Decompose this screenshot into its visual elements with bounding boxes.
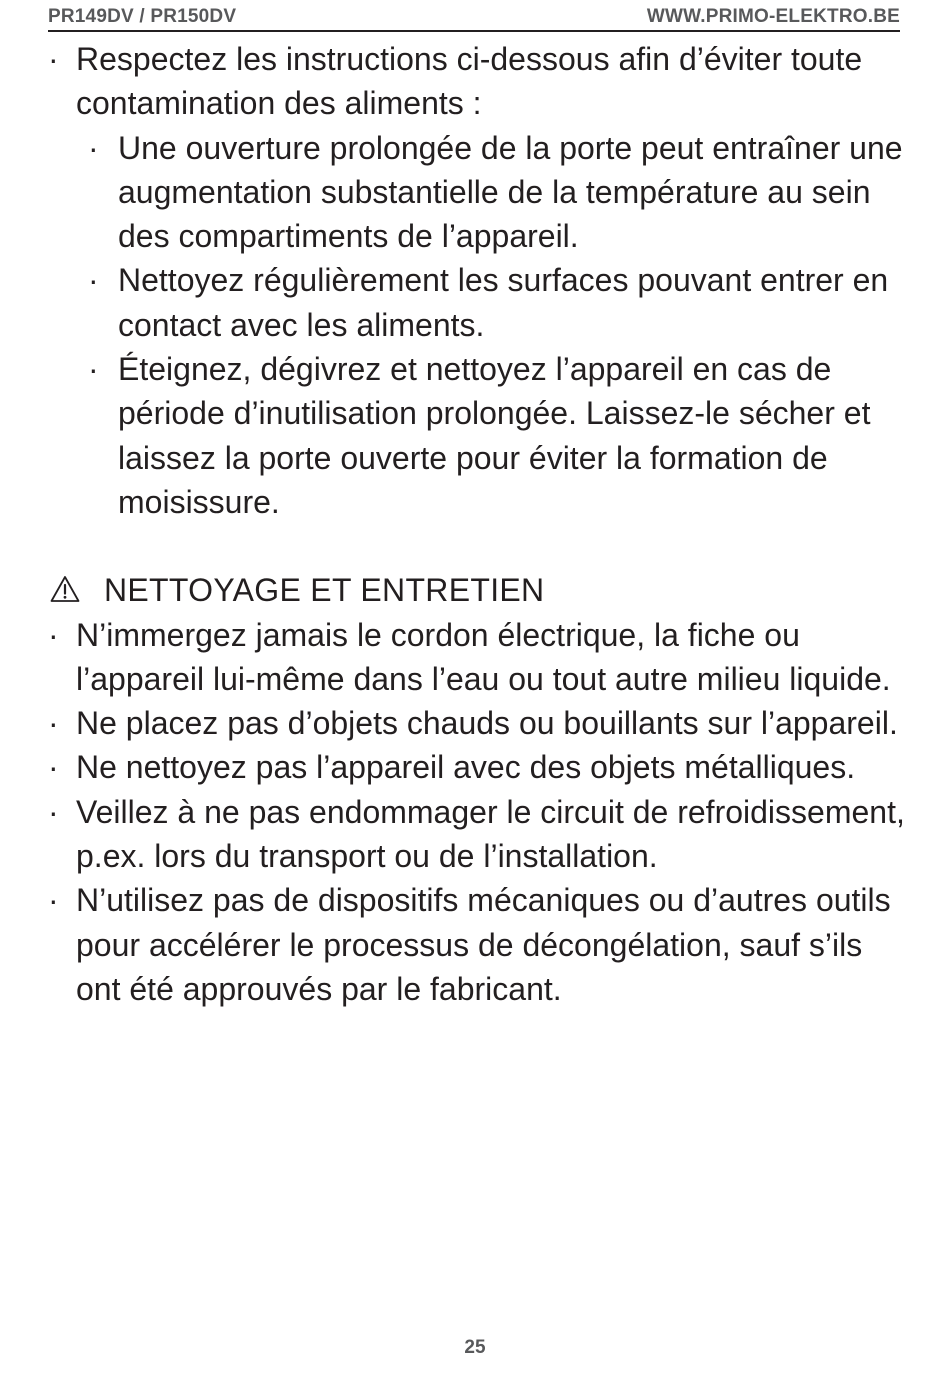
bullet: ·	[48, 882, 59, 919]
bullet: ·	[88, 262, 99, 299]
bullet: ·	[48, 749, 59, 786]
sub-list-item-text: Éteignez, dégivrez et nettoyez l’appareil en cas de période d’inutilisation prolongée. Laissez-le sécher et laissez la porte ouverte pour éviter la formation de moisissure.	[118, 351, 871, 520]
bullet: ·	[88, 129, 99, 166]
page-body	[48, 37, 908, 1011]
sub-list-item	[48, 258, 908, 347]
website-url: WWW.PRIMO-ELEKTRO.BE	[646, 6, 900, 27]
sub-list-item-text: Une ouverture prolongée de la porte peut entraîner une augmentation substantielle de la température au sein des compartiments de l’appareil.	[118, 129, 903, 255]
list-item-text: N’immergez jamais le cordon électrique, la fiche ou l’appareil lui-même dans l’eau ou tout autre milieu liquide.	[76, 616, 891, 697]
section-title: NETTOYAGE ET ENTRETIEN	[104, 572, 545, 609]
warning-triangle-icon	[50, 575, 80, 603]
bullet: ·	[48, 616, 59, 653]
bullet: ·	[88, 351, 99, 388]
bullet: ·	[48, 705, 59, 742]
sub-list-item	[48, 347, 908, 524]
page-number: 25	[464, 1337, 486, 1358]
list-item	[48, 790, 908, 879]
bullet: ·	[48, 793, 59, 830]
list-item	[48, 701, 908, 745]
list-item	[48, 613, 908, 702]
sub-list-item-text: Nettoyez régulièrement les surfaces pouvant entrer en contact avec les aliments.	[118, 262, 889, 343]
sub-list-item	[48, 126, 908, 259]
list-item-text: Ne placez pas d’objets chauds ou bouillants sur l’appareil.	[76, 705, 898, 742]
intro-item	[48, 37, 908, 126]
bullet: ·	[48, 41, 59, 77]
intro-text: Respectez les instructions ci-dessous afin d’éviter toute contamination des aliments :	[76, 41, 863, 122]
section-heading	[48, 568, 908, 612]
model-number: PR149DV / PR150DV	[48, 6, 237, 27]
page-header	[48, 4, 900, 32]
list-item	[48, 878, 908, 1011]
list-item-text: Veillez à ne pas endommager le circuit de refroidissement, p.ex. lors du transport ou de l’installation.	[76, 793, 905, 875]
list-item	[48, 745, 908, 789]
list-item-text: Ne nettoyez pas l’appareil avec des objets métalliques.	[76, 749, 856, 786]
list-item-text: N’utilisez pas de dispositifs mécaniques ou d’autres outils pour accélérer le processus de décongélation, sauf s’ils ont été approuvés par le fabricant.	[76, 882, 891, 1007]
